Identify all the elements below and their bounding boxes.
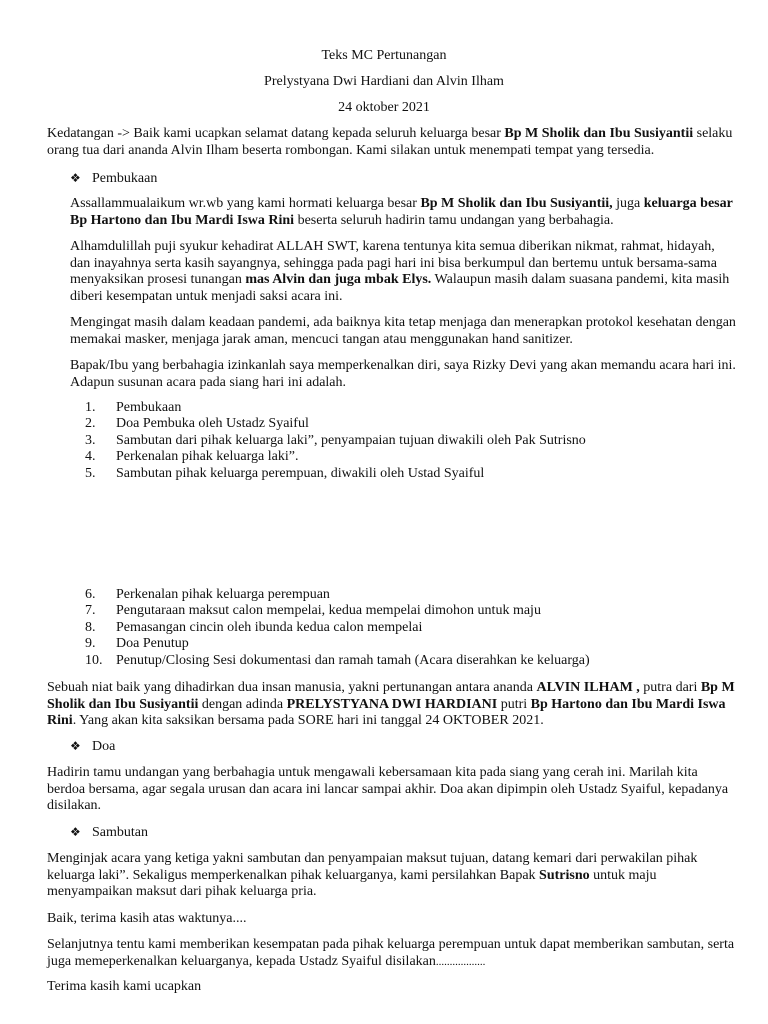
agenda-item-text: Doa Penutup [116, 636, 189, 652]
agenda-item [85, 587, 590, 603]
agenda-item-number: 6. [85, 587, 96, 602]
agenda-list-part-1 [85, 400, 586, 482]
section-opening: ❖ Pembukaan [70, 171, 158, 186]
event-date: 24 oktober 2021 [338, 100, 430, 115]
agenda-item-text: Penutup/Closing Sesi dokumentasi dan ramah tamah (Acara diserahkan ke keluarga) [116, 652, 590, 668]
agenda-item-number: 4. [85, 449, 96, 465]
agenda-item-number: 2. [85, 416, 96, 432]
document-title: Teks MC Pertunangan [321, 48, 447, 63]
agenda-item-number: 8. [85, 619, 96, 635]
diamond-bullet-icon: ❖ [70, 171, 81, 185]
arrival-paragraph: Kedatangan -> Baik kami ucapkan selamat datang kepada seluruh keluarga besar Bp M Sholik dan Ibu Susiyantii selaku orang tua dari ananda Alvin Ilham beserta rombongan. Kami silakan untuk menempati tempat yang tersedia. [47, 126, 733, 158]
agenda-list-part-2 [85, 587, 590, 669]
thanks-for-time-paragraph: Baik, terima kasih atas waktunya.... [47, 911, 247, 926]
agenda-item-text: Pengutaraan maksut calon mempelai, kedua mempelai dimohon untuk maju [116, 603, 541, 619]
agenda-item-number: 9. [85, 636, 96, 652]
couple-names: Prelystyana Dwi Hardiani dan Alvin Ilham [264, 74, 504, 89]
speech-paragraph: Menginjak acara yang ketiga yakni sambutan dan penyampaian maksut tujuan, datang kemari dari perwakilan pihak keluarga laki”. Sekaligus memperkenalkan pihak keluarganya, kami persilahkan Bapak Sutrisno untuk maju menyampaikan maksut dari pihak keluarga pria. [47, 851, 698, 899]
agenda-item [85, 466, 586, 482]
agenda-item [85, 603, 590, 619]
agenda-item [85, 449, 586, 465]
agenda-item-number: 7. [85, 603, 96, 619]
closing-thanks-paragraph: Terima kasih kami ucapkan [47, 979, 202, 994]
agenda-item-number: 5. [85, 465, 96, 481]
section-speech: ❖ Sambutan [70, 825, 148, 840]
agenda-item [85, 636, 590, 652]
agenda-item-text: Pembukaan [116, 400, 182, 415]
agenda-item-text: Sambutan pihak keluarga perempuan, diwakili oleh Ustad Syaiful [116, 465, 485, 481]
agenda-item [85, 433, 586, 449]
diamond-bullet-icon: ❖ [70, 825, 81, 839]
agenda-item-number: 3. [85, 432, 96, 448]
agenda-item-text: Perkenalan pihak keluarga perempuan [116, 587, 330, 602]
diamond-bullet-icon: ❖ [70, 739, 81, 753]
intent-paragraph: Sebuah niat baik yang dihadirkan dua insan manusia, yakni pertunangan antara ananda ALVIN ILHAM , putra dari Bp M Sholik dan Ibu Susiyantii dengan adinda PRELYSTYANA DWI HARDIANI putri Bp Hartono dan Ibu Mardi Iswa Rini. Yang akan kita saksikan bersama pada SORE hari ini tanggal 24 OKTOBER 2021. [47, 680, 735, 728]
agenda-item [85, 400, 586, 416]
agenda-item-text: Doa Pembuka oleh Ustadz Syaiful [116, 416, 309, 432]
section-prayer: ❖ Doa [70, 739, 116, 754]
agenda-item [85, 620, 590, 636]
agenda-item [85, 416, 586, 432]
greeting-paragraph: Assallammualaikum wr.wb yang kami hormati keluarga besar Bp M Sholik dan Ibu Susiyantii, juga keluarga besar Bp Hartono dan Ibu Mardi Iswa Rini beserta seluruh hadirin tamu undangan yang berbahagia. [70, 196, 733, 228]
introduction-paragraph: Bapak/Ibu yang berbahagia izinkanlah saya memperkenalkan diri, saya Rizky Devi yang akan memandu acara hari ini. Adapun susunan acara pada siang hari ini adalah. [70, 358, 736, 390]
agenda-item-text: Pemasangan cincin oleh ibunda kedua calon mempelai [116, 619, 423, 635]
prayer-paragraph: Hadirin tamu undangan yang berbahagia untuk mengawali kebersamaan kita pada siang yang cerah ini. Marilah kita berdoa bersama, agar segala urusan dan acara ini lancar sampai akhir. Doa akan dipimpin oleh Ustadz Syaiful, kepadanya disilakan. [47, 765, 729, 813]
agenda-item-number: 1. [85, 400, 96, 415]
agenda-item-text: Perkenalan pihak keluarga laki”. [116, 449, 299, 465]
gratitude-paragraph: Alhamdulillah puji syukur kehadirat ALLAH SWT, karena tentunya kita semua diberikan nikmat, rahmat, hidayah, dan inayahnya serta kasih sayangnya, sehingga pada pagi hari ini bisa berkumpul dan bertemu untuk bersama-sama menyaksikan prosesi tunangan mas Alvin dan juga mbak Elys. Walaupun masih dalam suasana pandemi, kita masih diberi kesempatan untuk menjadi saksi acara ini. [70, 239, 730, 304]
agenda-item-number: 10. [85, 652, 103, 668]
agenda-item-text: Sambutan dari pihak keluarga laki”, penyampaian tujuan diwakili oleh Pak Sutrisno [116, 432, 586, 448]
bride-family-paragraph: Selanjutnya tentu kami memberikan kesempatan pada pihak keluarga perempuan untuk dapat memberikan sambutan, serta juga memeperkenalkan keluarganya, kepada Ustadz Syaiful disilakan.................. [47, 937, 735, 969]
agenda-item [85, 653, 590, 669]
health-protocol-paragraph: Mengingat masih dalam keadaan pandemi, ada baiknya kita tetap menjaga dan menerapkan protokol kesehatan dengan memakai masker, menjaga jarak aman, mencuci tangan atau menggunakan hand sanitizer. [70, 315, 736, 347]
